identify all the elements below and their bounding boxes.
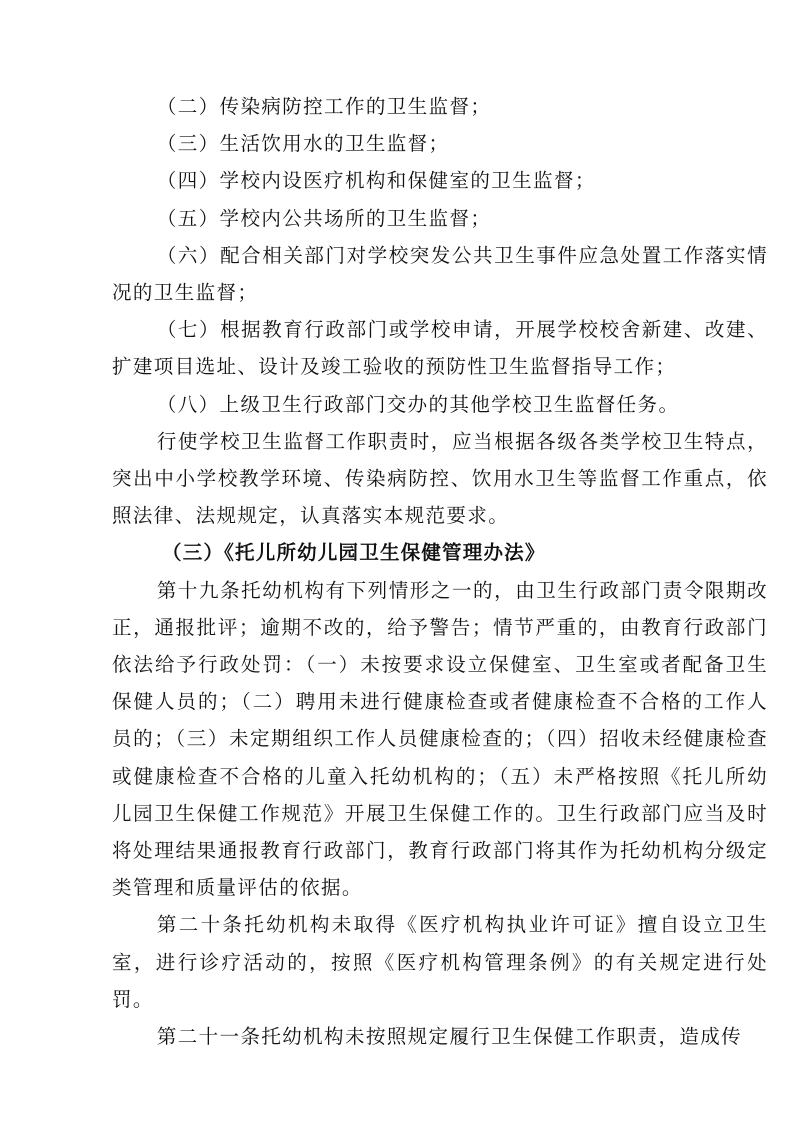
- list-item-7: （七）根据教育行政部门或学校申请，开展学校校舍新建、改建、扩建项目选址、设计及竣工验收的预防性卫生监督指导工作；: [112, 318, 768, 379]
- document-body: [112, 88, 768, 1055]
- article-21-paragraph: 第二十一条托幼机构未按照规定履行卫生保健工作职责，造成传: [156, 1025, 743, 1049]
- article-19-paragraph: 第十九条托幼机构有下列情形之一的，由卫生行政部门责令限期改正，通报批评；逾期不改的，给予警告；情节严重的，由教育行政部门依法给予行政处罚：（一）未按要求设立保健室、卫生室或者配备卫生保健人员的；（二）聘用未进行健康检查或者健康检查不合格的工作人员的；（三）未定期组织工作人员健康检查的；（四）招收未经健康检查或健康检查不合格的儿童入托幼机构的；（五）未严格按照《托儿所幼儿园卫生保健工作规范》开展卫生保健工作的。卫生行政部门应当及时将处理结果通报教育行政部门，教育行政部门将其作为托幼机构分级定类管理和质量评估的依据。: [112, 578, 768, 900]
- duty-summary-paragraph: 行使学校卫生监督工作职责时，应当根据各级各类学校卫生特点，突出中小学校教学环境、传染病防控、饮用水卫生等监督工作重点，依照法律、法规规定，认真落实本规范要求。: [112, 429, 768, 528]
- list-item-5: （五）学校内公共场所的卫生监督；: [156, 206, 492, 230]
- list-item-4: （四）学校内设医疗机构和保健室的卫生监督；: [156, 169, 596, 193]
- list-item-3: （三）生活饮用水的卫生监督；: [156, 132, 450, 156]
- section-heading: （三）《托儿所幼儿园卫生保健管理办法》: [162, 541, 546, 565]
- list-item-2: （二）传染病防控工作的卫生监督；: [156, 95, 492, 118]
- list-item-8: （八）上级卫生行政部门交办的其他学校卫生监督任务。: [156, 392, 680, 416]
- article-20-paragraph: 第二十条托幼机构未取得《医疗机构执业许可证》擅自设立卫生室，进行诊疗活动的，按照《医疗机构管理条例》的有关规定进行处罚。: [112, 913, 768, 1011]
- list-item-6: （六）配合相关部门对学校突发公共卫生事件应急处置工作落实情况的卫生监督；: [112, 243, 768, 305]
